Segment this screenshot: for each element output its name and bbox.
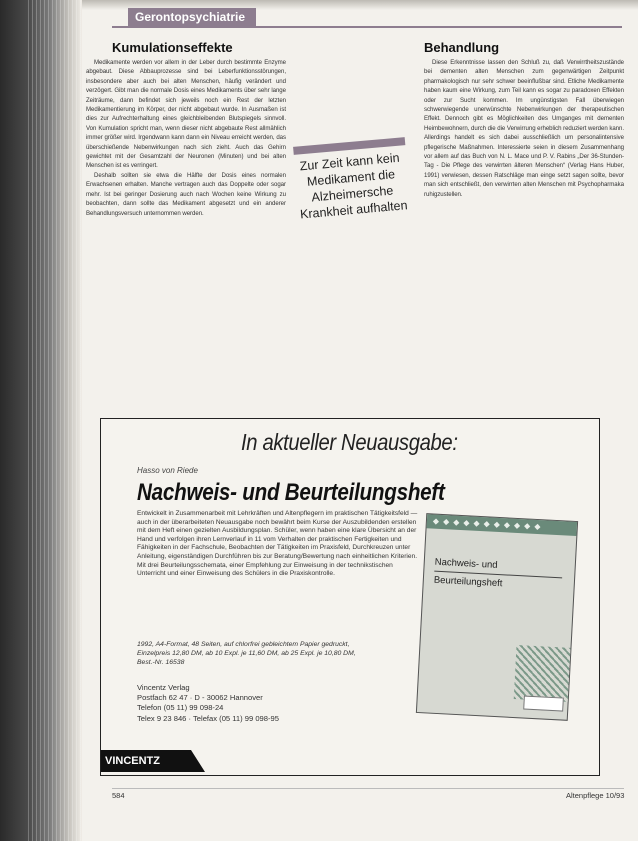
footer-rule	[112, 788, 624, 789]
ad-title: Nachweis- und Beurteilungsheft	[137, 479, 445, 506]
advertisement	[100, 418, 600, 776]
pull-quote	[284, 129, 417, 228]
address-line: Vincentz Verlag	[137, 683, 190, 692]
book-cover-label	[523, 696, 564, 712]
ad-description-2: Mit drei Beurteilungsschemata, einer Empfehlung zur Einweisung in der technikstischen Unterricht und einer Einweisung des Schülers in die Praxiskontrolle.	[137, 561, 393, 578]
diamond-pattern-icon: ◆◆◆◆◆◆◆◆◆◆◆	[432, 516, 545, 532]
left-column-heading: Kumulationseffekte	[112, 40, 233, 55]
ad-spec-line: Best.-Nr. 16538	[137, 658, 185, 666]
section-tab: Gerontopsychiatrie	[128, 8, 256, 26]
ad-specs	[137, 641, 427, 667]
left-column-body	[86, 58, 286, 218]
right-paragraph-1: Diese Erkenntnisse lassen den Schluß zu, daß Verwirrtheitszustände bei dementen alten Menschen zum gegenwärtigen Zeitpunkt pharmakologisch nur sehr schwer beeinflußbar sind. Etliche Medikamente haben kaum eine Wirkung, zum Teil kann es sogar zu paradoxen Effekten oder zur Sucht kommen. Im ungünstigsten Fall überwiegen schwerwiegende unerwünschte Nebenwirkungen der therapeutischen Effekt. Dennoch gibt es Möglichkeiten des Umganges mit dementen Heimbewohnern, durch die die Verwirrung erheblich reduziert werden kann. Allerdings handelt es sich dabei ausschließlich um personalintensive pflegerische Maßnahmen. Interessierte seien in diesem Zusammenhang vor allem auf das Buch von N. L. Mace und P. V. Rabins „Der 36-Stunden-Tag - Die Pflege des verwirrten älteren Menschen“ (Verlag Hans Huber, 1991) verwiesen, dessen Ratschläge man einge setzt sagen sollte, bevor man sich entschließt, den verwirrten alten Menschen mit Psychopharmaka ruhigzustellen.	[424, 59, 624, 198]
ad-description-1: Entwickelt in Zusammenarbeit mit Lehrkräften und Altenpflegern im praktischen Tätigkeitsfeld — auch in der überarbeiteten Neuausgabe noch bewährt beim Kurse der Auszubildenden erstellen mit dem Heft einen gezielten Ausbildungsplan. Schüler, wenn haben eine klare Übersicht an der Hand und verfolgen ihren Lernverlauf in 11 vom Verhalten der praktischen Fertigkeiten und Fähigkeiten in der Fachschule, Beobachten der Tätigkeiten im Praxisfeld, Durchkreuzen unter Anleitung, eigenständigen Durchführen bis zur Beratung/Bewertung nach einheitlichen Kriterien.	[137, 510, 418, 560]
right-column-body	[424, 58, 624, 199]
ad-spec-line: Einzelpreis 12,80 DM, ab 10 Expl. je 11,60 DM, ab 25 Expl. je 10,80 DM,	[137, 649, 356, 657]
page-edges	[28, 0, 82, 841]
book-cover-pattern	[514, 645, 571, 702]
ad-headline: In aktueller Neuausgabe:	[241, 429, 458, 455]
book-cover	[416, 513, 578, 721]
left-paragraph-1: Medikamente werden vor allem in der Leber durch bestimmte Enzyme abgebaut. Diese Abbauprozesse sind bei Leberfunktionsstörungen, insbesondere aber auch bei alten Menschen, häufig verändert und verzögert. Gibt man die normale Dosis eines Medikaments über sehr lange Zeiträume, dann befindet sich jeweils noch ein Rest der letzten Medikamentierung im Körper, der nicht abgebaut wurde. In Ausmaßen ist dies zur Aufrechterhaltung eines gleichbleibenden Blutspiegels sinnvoll. Von Kumulation spricht man, wenn dieser nicht abgebaute Rest allmählich immer größer wird. Irgendwann kann dann ein Niveau erreicht werden, das überschießende Nebenwirkungen nach sich zieht. Auch das Gehirn gewichtet mit der Gesamtzahl der Neuronen (Minuten) und bei alten Menschen ist es verringert.	[86, 59, 286, 170]
ad-description	[137, 510, 419, 579]
ad-author: Hasso von Riede	[137, 466, 198, 475]
book-cover-band	[427, 514, 578, 536]
magazine-issue: Altenpflege 10/93	[566, 791, 625, 800]
page-number: 584	[112, 791, 125, 800]
book-cover-title-1: Nachweis- und	[434, 556, 498, 571]
left-paragraph-2: Deshalb sollten sie etwa die Hälfte der Dosis eines normalen Erwachsenen erhalten. Manche vertragen auch das Doppelte oder sogar mehr. Ist bei geringer Dosierung auch nach Wochen keine Wirkung zu beobachten, dann sollte das Medikament abgesetzt und ein anderer Behandlungsversuch unternommen werden.	[86, 171, 286, 217]
book-cover-image	[416, 513, 578, 721]
book-cover-title-2: Beurteilungsheft	[433, 574, 503, 590]
address-line: Telex 9 23 846 · Telefax (05 11) 99 098-95	[137, 713, 279, 723]
address-line: Postfach 62 47 · D - 30062 Hannover	[137, 693, 263, 703]
header-rule	[112, 26, 622, 28]
right-column-heading: Behandlung	[424, 40, 500, 55]
publisher-logo: VINCENTZ	[101, 750, 191, 772]
ad-address	[137, 683, 279, 724]
pull-quote-text: Zur Zeit kann kein Medikament die Alzheimersche Krankheit aufhalten	[299, 150, 409, 222]
ad-spec-line: 1992, A4-Format, 48 Seiten, auf chlorfrei gebleichtem Papier gedruckt,	[137, 641, 350, 648]
address-line: Telefon (05 11) 99 098-24	[137, 703, 224, 713]
